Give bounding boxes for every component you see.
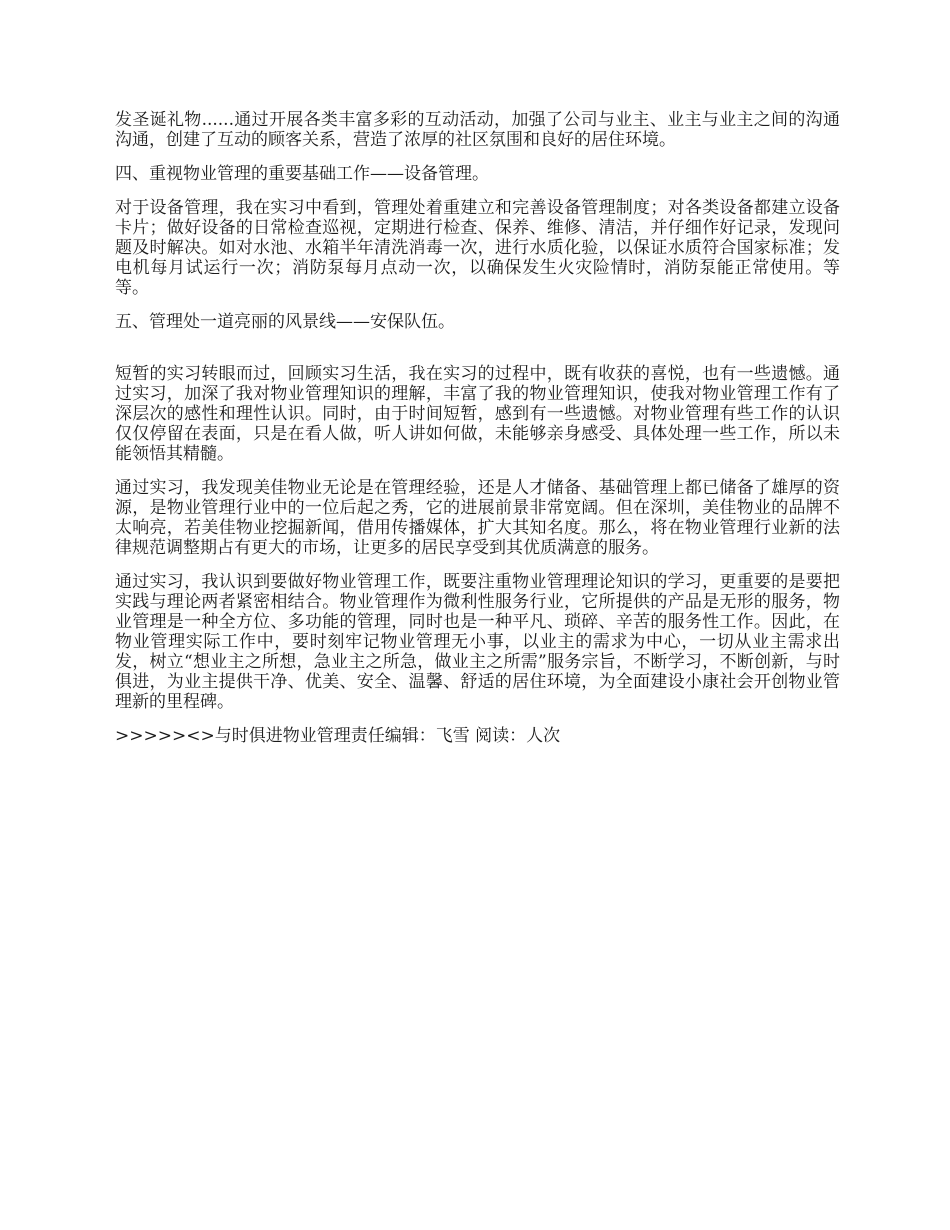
heading-security-team: 五、管理处一道亮丽的风景线——安保队伍。 bbox=[115, 312, 455, 332]
document-body bbox=[115, 110, 840, 746]
paragraph-conclusion: 通过实习，我认识到要做好物业管理工作，既要注重物业管理理论知识的学习，更重要的是要把实践与理论两者紧密相结合。物业管理作为微利性服务行业，它所提供的产品是无形的服务，物业管理是一种全方位、多功能的管理，同时也是一种平凡、琐碎、辛苦的服务性工作。因此，在物业管理实际工作中，要时刻牢记物业管理无小事，以业主的需求为中心，一切从业主需求出发，树立“想业主之所想，急业主之所急，做业主之所需”服务宗旨，不断学习，不断创新，与时俱进，为业主提供干净、优美、安全、温馨、舒适的居住环境，为全面建设小康社会开创物业管理新的里程碑。 bbox=[115, 572, 840, 712]
footer-editor-line: >>>>><>与时俱进物业管理责任编辑：飞雪 阅读：人次 bbox=[115, 726, 561, 746]
paragraph-christmas-activities: 发圣诞礼物......通过开展各类丰富多彩的互动活动，加强了公司与业主、业主与业主之间的沟通沟通，创建了互动的顾客关系，营造了浓厚的社区氛围和良好的居住环境。 bbox=[115, 110, 840, 150]
paragraph-equipment-management: 对于设备管理，我在实习中看到，管理处着重建立和完善设备管理制度；对各类设备都建立设备卡片；做好设备的日常检查巡视，定期进行检查、保养、维修、清洁，并仔细作好记录，发现问题及时解决。如对水池、水箱半年清洗消毒一次，进行水质化验，以保证水质符合国家标准；发电机每月试运行一次；消防泵每月点动一次，以确保发生火灾险情时，消防泵能正常使用。等等。 bbox=[115, 198, 840, 298]
section-gap bbox=[115, 332, 840, 364]
heading-equipment-management: 四、重视物业管理的重要基础工作——设备管理。 bbox=[115, 164, 489, 184]
paragraph-internship-reflection: 短暂的实习转眼而过，回顾实习生活，我在实习的过程中，既有收获的喜悦，也有一些遗憾。通过实习，加深了我对物业管理知识的理解，丰富了我的物业管理知识，使我对物业管理工作有了深层次的感性和理性认识。同时，由于时间短暂，感到有一些遗憾。对物业管理有些工作的认识仅仅停留在表面，只是在看人做，听人讲如何做，未能够亲身感受、具体处理一些工作，所以未能领悟其精髓。 bbox=[115, 364, 840, 464]
paragraph-company-prospects: 通过实习，我发现美佳物业无论是在管理经验，还是人才储备、基础管理上都已储备了雄厚的资源，是物业管理行业中的一位后起之秀，它的进展前景非常宽阔。但在深圳，美佳物业的品牌不太响亮，若美佳物业挖掘新闻，借用传播媒体，扩大其知名度。那么，将在物业管理行业新的法律规范调整期占有更大的市场，让更多的居民享受到其优质满意的服务。 bbox=[115, 478, 840, 558]
